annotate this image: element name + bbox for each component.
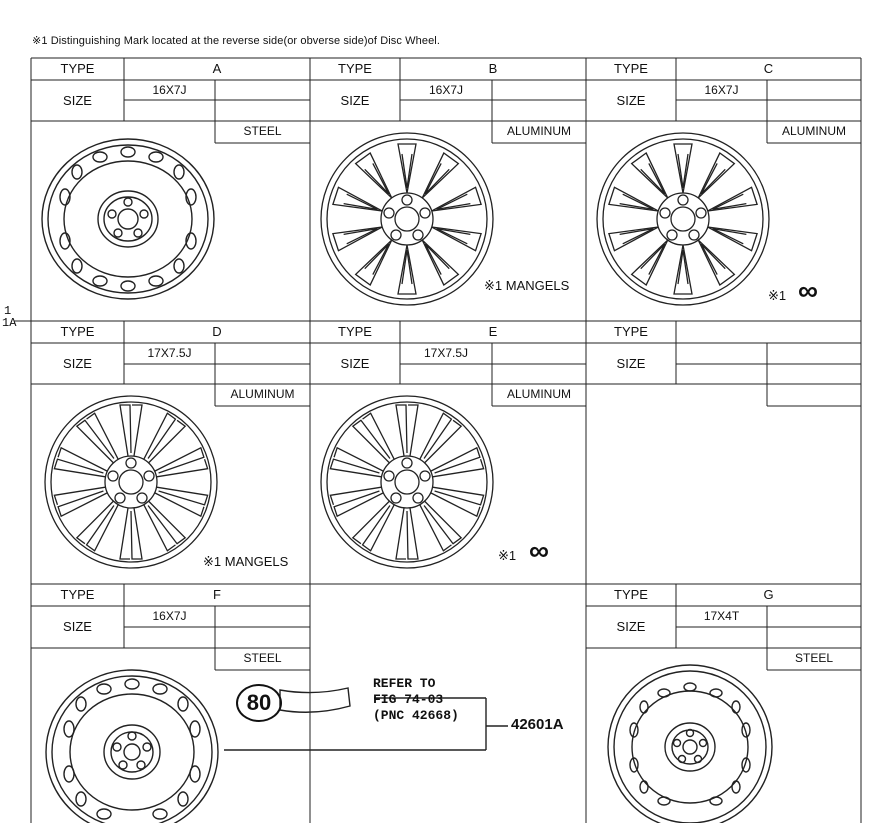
tire-code-badge: 80 — [236, 684, 282, 722]
part-number-42601a[interactable]: 42601A — [511, 716, 564, 733]
size-label-a: SIZE — [63, 93, 92, 108]
alloy-wheel-e-illustration — [318, 393, 496, 571]
refer-pnc-link[interactable]: (PNC 42668) — [373, 708, 459, 723]
alloy-wheel-c-illustration — [594, 130, 772, 308]
mark-c: ※1 — [768, 288, 787, 303]
mark-e: ※1 — [498, 548, 517, 563]
type-value-d: D — [212, 324, 222, 339]
size-value-d: 17X7.5J — [147, 346, 192, 360]
size-label-b: SIZE — [340, 93, 370, 108]
type-value-f: F — [213, 587, 221, 602]
margin-index-1: 1 — [4, 304, 12, 318]
material-b: ALUMINUM — [506, 124, 571, 138]
type-label-b: TYPE — [338, 61, 372, 76]
steel-wheel-f-illustration — [44, 660, 224, 823]
material-d: ALUMINUM — [230, 387, 295, 401]
size-value-f: 16X7J — [152, 609, 187, 623]
type-value-a: A — [212, 61, 222, 76]
refer-to-label: REFER TO — [373, 676, 436, 691]
type-label-d: TYPE — [60, 324, 95, 339]
steel-wheel-a-illustration — [38, 135, 220, 305]
size-label-d: SIZE — [63, 356, 92, 371]
refer-figure-link[interactable]: FIG 74-03 — [373, 692, 444, 707]
material-g: STEEL — [794, 651, 833, 665]
mark-b: ※1 MANGELS — [484, 278, 570, 293]
material-a: STEEL — [243, 124, 282, 138]
type-value-c: C — [763, 61, 774, 76]
size-value-e: 17X7.5J — [423, 346, 469, 360]
type-label-a: TYPE — [60, 61, 95, 76]
material-f: STEEL — [243, 651, 282, 665]
type-label-e: TYPE — [338, 324, 372, 339]
size-label-f: SIZE — [63, 619, 92, 634]
size-label-g: SIZE — [616, 619, 646, 634]
type-value-b: B — [488, 61, 498, 76]
type-value-e: E — [488, 324, 498, 339]
size-label-c: SIZE — [616, 93, 646, 108]
type-label-c: TYPE — [614, 61, 648, 76]
steel-wheel-g-illustration — [606, 655, 778, 823]
size-label-empty: SIZE — [616, 356, 646, 371]
type-label-f: TYPE — [60, 587, 95, 602]
size-value-b: 16X7J — [428, 83, 464, 97]
size-label-e: SIZE — [340, 356, 370, 371]
distinguishing-mark-note: ※1 Distinguishing Mark located at the reverse side(or obverse side)of Disc Wheel. — [32, 35, 440, 47]
size-value-a: 16X7J — [152, 83, 187, 97]
size-value-c: 16X7J — [704, 83, 739, 97]
margin-index-1a: 1A — [2, 316, 17, 330]
material-e: ALUMINUM — [506, 387, 571, 401]
mark-e-symbol: ∞ — [529, 535, 549, 566]
alloy-wheel-d-illustration — [42, 393, 220, 571]
alloy-wheel-b-illustration — [318, 130, 496, 308]
type-label-g: TYPE — [614, 587, 648, 602]
type-label-empty: TYPE — [614, 324, 648, 339]
size-value-g: 17X4T — [703, 609, 740, 623]
mark-d: ※1 MANGELS — [203, 554, 289, 569]
type-value-g: G — [763, 587, 774, 602]
material-c: ALUMINUM — [781, 124, 846, 138]
mark-c-symbol: ∞ — [798, 275, 818, 306]
